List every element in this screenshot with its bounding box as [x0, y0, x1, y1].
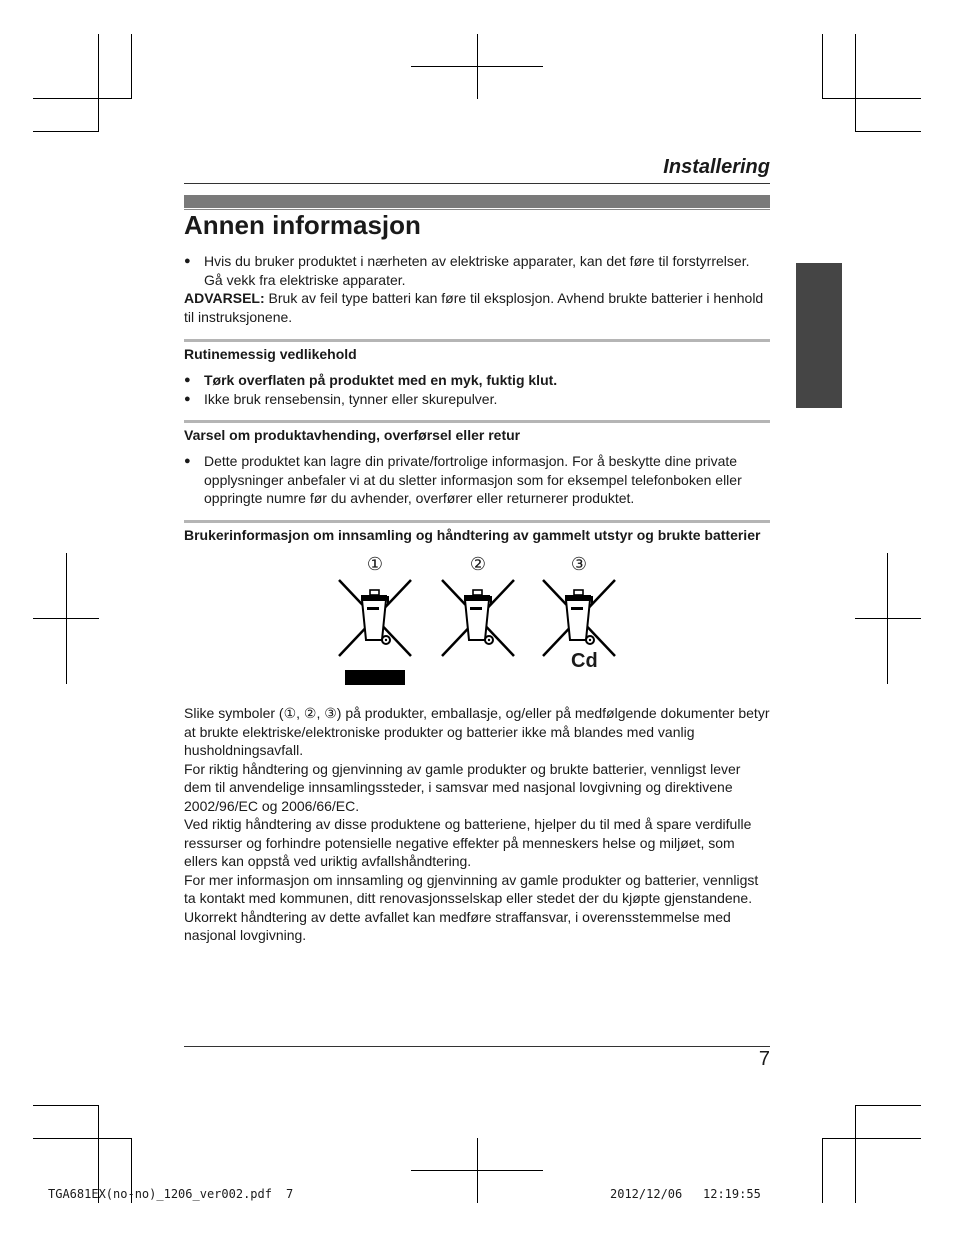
- crossed-bin-icon: [438, 578, 518, 660]
- weee-symbols: [335, 550, 625, 690]
- symbol-number: ②: [469, 554, 487, 574]
- maintenance-heading: Rutinemessig vedlikehold: [184, 346, 357, 362]
- symbol-number: ①: [366, 554, 384, 574]
- body-paragraph: For riktig håndtering og gjenvinning av gamle produkter og brukte batterier, vennligst lever dem til anvendelige innsamlingssteder, i samsvar med nasjonal lovgivning og direktivene 2002/96/EC og 2006/66/EC.: [184, 760, 741, 814]
- footer-page: 7: [286, 1187, 294, 1201]
- footer-date: 2012/12/06: [610, 1187, 683, 1201]
- section-header: Installering: [663, 156, 770, 178]
- page-number: 7: [758, 1048, 770, 1070]
- userinfo-body: [184, 704, 770, 945]
- body-paragraph: Ved riktig håndtering av disse produktene og batteriene, hjelper du til med å spare verdifulle ressurser og forhindre potensielle negative effekter på menneskers helse og miljøet, som ellers kan oppstå ved uriktig avfallshåndtering.: [184, 816, 752, 869]
- intro-block: [184, 252, 770, 326]
- crossed-bin-icon: [335, 578, 415, 660]
- title-band: [184, 195, 770, 208]
- disposal-list: [184, 452, 770, 508]
- maintenance-item: ● Ikke bruk rensebensin, tynner eller skurepulver.: [184, 390, 770, 409]
- symbol-number: ③: [570, 554, 588, 574]
- disposal-item: ● Dette produktet kan lagre din private/fortrolige informasjon. For å beskytte dine private opplysninger anbefaler vi at du sletter informasjon som for eksempel telefonboken eller oppringte numre før du avhender, overfører eller returnerer produktet.: [184, 452, 770, 508]
- warning-label: ADVARSEL:: [184, 290, 265, 306]
- header-rule: [184, 183, 770, 184]
- footer-rule: [184, 1046, 770, 1047]
- footer-time: 12:19:55: [703, 1187, 761, 1201]
- separator: [184, 420, 770, 423]
- cd-label: Cd: [571, 650, 598, 672]
- warning-text: Bruk av feil type batteri kan føre til eksplosjon. Avhend brukte batterier i henhold til instruksjonene.: [184, 290, 764, 325]
- maintenance-item: ● Tørk overflaten på produktet med en myk, fuktig klut.: [184, 371, 770, 390]
- body-paragraph: For mer informasjon om innsamling og gjenvinning av gamle produkter og batterier, vennligst ta kontakt med kommunen, ditt renovasjonsselskap eller stedet der du kjøpte gjenstandene.: [184, 871, 759, 906]
- userinfo-heading: Brukerinformasjon om innsamling og håndtering av gammelt utstyr og brukte batterier: [184, 527, 761, 543]
- separator: [184, 520, 770, 523]
- disposal-heading: Varsel om produktavhending, overførsel eller retur: [184, 427, 521, 443]
- side-tab: [796, 263, 842, 408]
- crossed-bin-icon: [539, 578, 619, 660]
- separator: [184, 339, 770, 342]
- intro-bullet: ● Hvis du bruker produktet i nærheten av elektriske apparater, kan det føre til forstyrrelser. Gå vekk fra elektriske apparater.: [184, 252, 770, 289]
- body-paragraph: Ukorrekt håndtering av dette avfallet kan medføre straffansvar, i overensstemmelse med nasjonal lovgivning.: [184, 908, 731, 943]
- warning-paragraph: [184, 289, 770, 326]
- footer-filename: TGA681EX(no-no)_1206_ver002.pdf: [48, 1187, 272, 1201]
- body-paragraph: Slike symboler (①, ②, ③) på produkter, emballasje, og/eller på medfølgende dokumenter betyr at brukte elektriske/elektroniske produkter og batterier ikke må blandes med vanlig husholdningsavfall.: [184, 705, 770, 758]
- black-bar: [345, 670, 405, 685]
- page-title: Annen informasjon: [184, 210, 421, 240]
- maintenance-list: [184, 371, 770, 408]
